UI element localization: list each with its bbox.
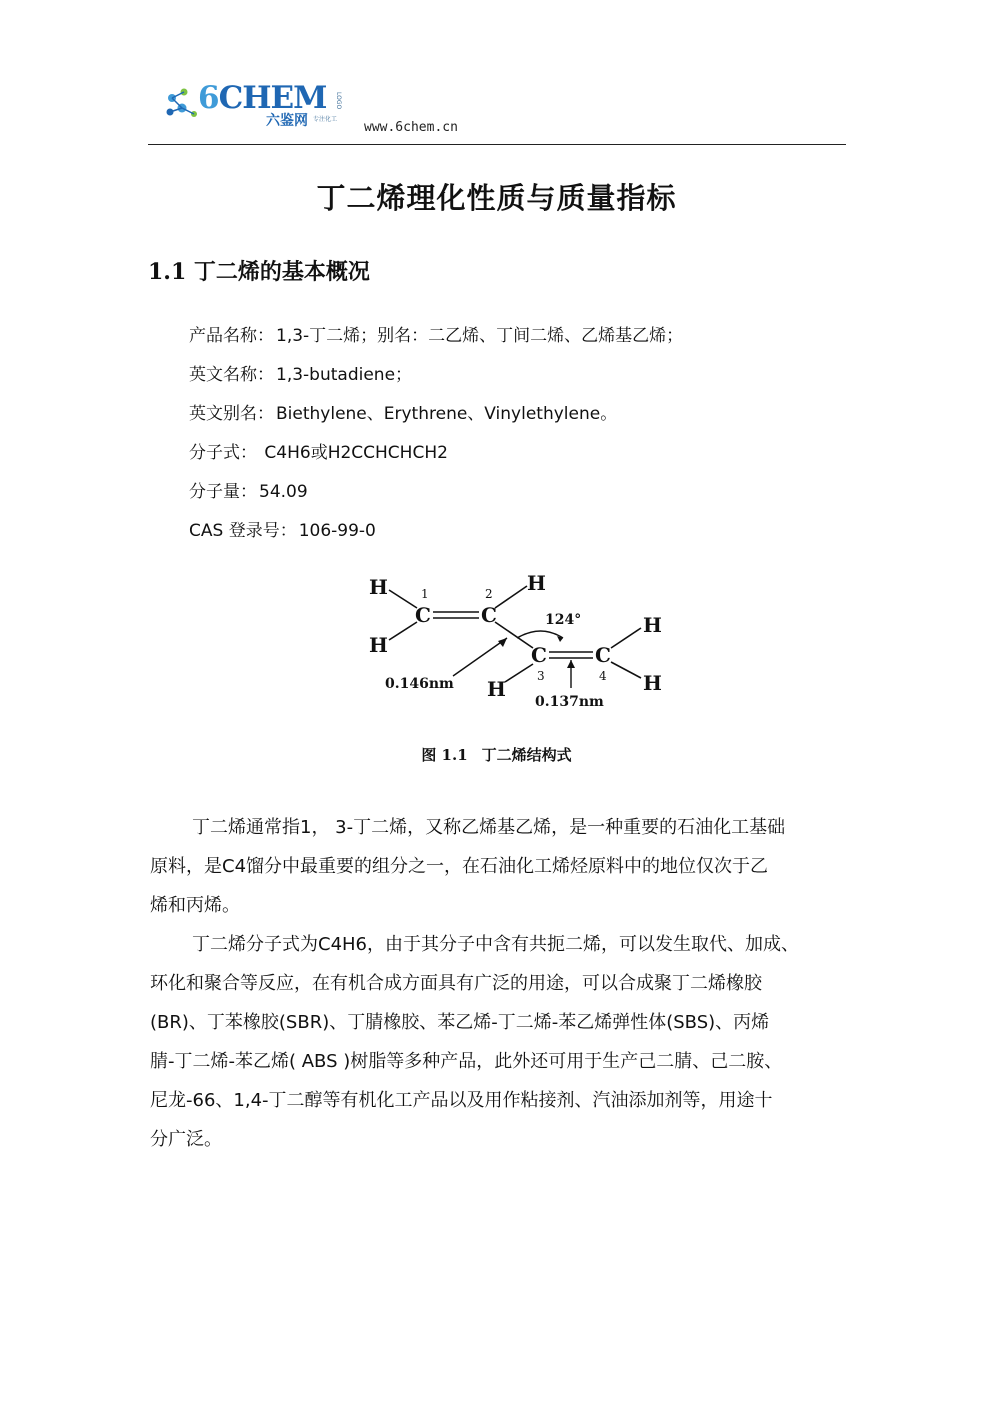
paragraph-line: 环化和聚合等反应，在有机合成方面具有广泛的用途，可以合成聚丁二烯橡胶 <box>150 973 762 994</box>
atom-h3: H <box>487 677 506 701</box>
info-value: 1,3-丁二烯；别名：二乙烯、丁间二烯、乙烯基乙烯； <box>276 326 684 346</box>
atom-h4b: H <box>643 671 662 695</box>
bond-c3-h <box>505 664 533 682</box>
paragraph-line: (BR)、丁苯橡胶(SBR)、丁腈橡胶、苯乙烯-丁二烯-苯乙烯弹性体(SBS)、丙烯 <box>150 1012 770 1033</box>
butadiene-structure-figure <box>355 566 675 716</box>
paragraph-intro <box>150 808 860 925</box>
product-info-list <box>189 321 829 555</box>
info-label: 分子式： <box>189 443 257 463</box>
page-title: 丁二烯理化性质与质量指标 <box>316 181 677 215</box>
paragraph-line: 原料，是C4馏分中最重要的组分之一，在石油化工烯烃原料中的地位仅次于乙 <box>150 856 769 877</box>
info-value: Biethylene、Erythrene、Vinylethylene。 <box>276 404 618 424</box>
paragraph-line: 丁二烯通常指1， 3-丁二烯，又称乙烯基乙烯，是一种重要的石油化工基础 <box>192 817 786 838</box>
angle-arc <box>517 631 563 638</box>
site-url-link[interactable]: www.6chem.cn <box>364 120 458 135</box>
atom-c2: C <box>481 603 497 627</box>
molecule-logo-icon <box>162 84 202 124</box>
info-value: 106-99-0 <box>298 521 376 541</box>
site-logo[interactable] <box>162 80 352 130</box>
logo-trademark: LOGO <box>335 92 342 110</box>
double-bond-arrowhead <box>567 660 575 668</box>
structure-diagram <box>355 566 675 716</box>
atom-c4: C <box>595 643 611 667</box>
info-formula <box>189 438 829 477</box>
paragraph-line: 丁二烯分子式为C4H6，由于其分子中含有共扼二烯，可以发生取代、加成、 <box>192 934 800 955</box>
bond-c4-h-top <box>611 628 641 648</box>
paragraph-line: 腈-丁二烯-苯乙烯( ABS )树脂等多种产品，此外还可用于生产己二腈、己二胺、 <box>150 1051 783 1072</box>
info-label: 分子量： <box>189 482 257 502</box>
info-value: 54.09 <box>259 482 308 502</box>
carbon-number-1: 1 <box>421 587 429 601</box>
bond-h-c1-top <box>389 590 417 608</box>
info-label: 产品名称： <box>189 326 274 346</box>
info-english-alias <box>189 399 829 438</box>
angle-label: 124° <box>545 612 582 628</box>
atom-h2: H <box>527 571 546 595</box>
figure-caption <box>0 744 993 765</box>
logo-chinese-name: 六鉴网 <box>266 113 308 129</box>
info-label: CAS 登录号： <box>189 521 297 541</box>
atom-h1a: H <box>369 575 388 599</box>
info-value: C4H6或H2CCHCHCH2 <box>259 443 448 463</box>
figure-caption-text: 丁二烯结构式 <box>481 746 572 764</box>
paragraph-applications <box>150 925 860 1159</box>
info-label: 英文名称： <box>189 365 274 385</box>
single-bond-arrow <box>453 638 507 676</box>
info-product-name <box>189 321 829 360</box>
page-header <box>148 80 846 145</box>
atom-c1: C <box>415 603 431 627</box>
paragraph-line: 烯和丙烯。 <box>150 895 240 916</box>
bond-h-c1-bottom <box>389 622 417 640</box>
carbon-number-2: 2 <box>485 587 493 601</box>
carbon-number-3: 3 <box>537 669 545 683</box>
bond-c2-h <box>495 586 527 608</box>
logo-tagline: 专注化工 <box>313 116 338 123</box>
single-bond-length-label: 0.146nm <box>385 676 454 692</box>
atom-c3: C <box>531 643 547 667</box>
section-heading: 1.1 丁二烯的基本概况 <box>148 259 370 285</box>
info-value: 1,3-butadiene； <box>276 365 413 385</box>
paragraph-line: 尼龙-66、1,4-丁二醇等有机化工产品以及用作粘接剂、汽油添加剂等，用途十 <box>150 1090 773 1111</box>
paragraph-line: 分广泛。 <box>150 1129 222 1150</box>
info-english-name <box>189 360 829 399</box>
double-bond-length-label: 0.137nm <box>535 694 604 710</box>
info-label: 英文别名： <box>189 404 274 424</box>
info-molecular-weight <box>189 477 829 516</box>
figure-number: 图 1.1 <box>421 746 468 764</box>
info-cas-number <box>189 516 829 555</box>
bond-c4-h-bottom <box>611 662 641 678</box>
single-bond-arrowhead <box>498 638 507 647</box>
carbon-number-4: 4 <box>599 669 607 683</box>
atom-h1b: H <box>369 633 388 657</box>
atom-h4a: H <box>643 613 662 637</box>
logo-wordmark: 6CHEM <box>198 80 327 116</box>
